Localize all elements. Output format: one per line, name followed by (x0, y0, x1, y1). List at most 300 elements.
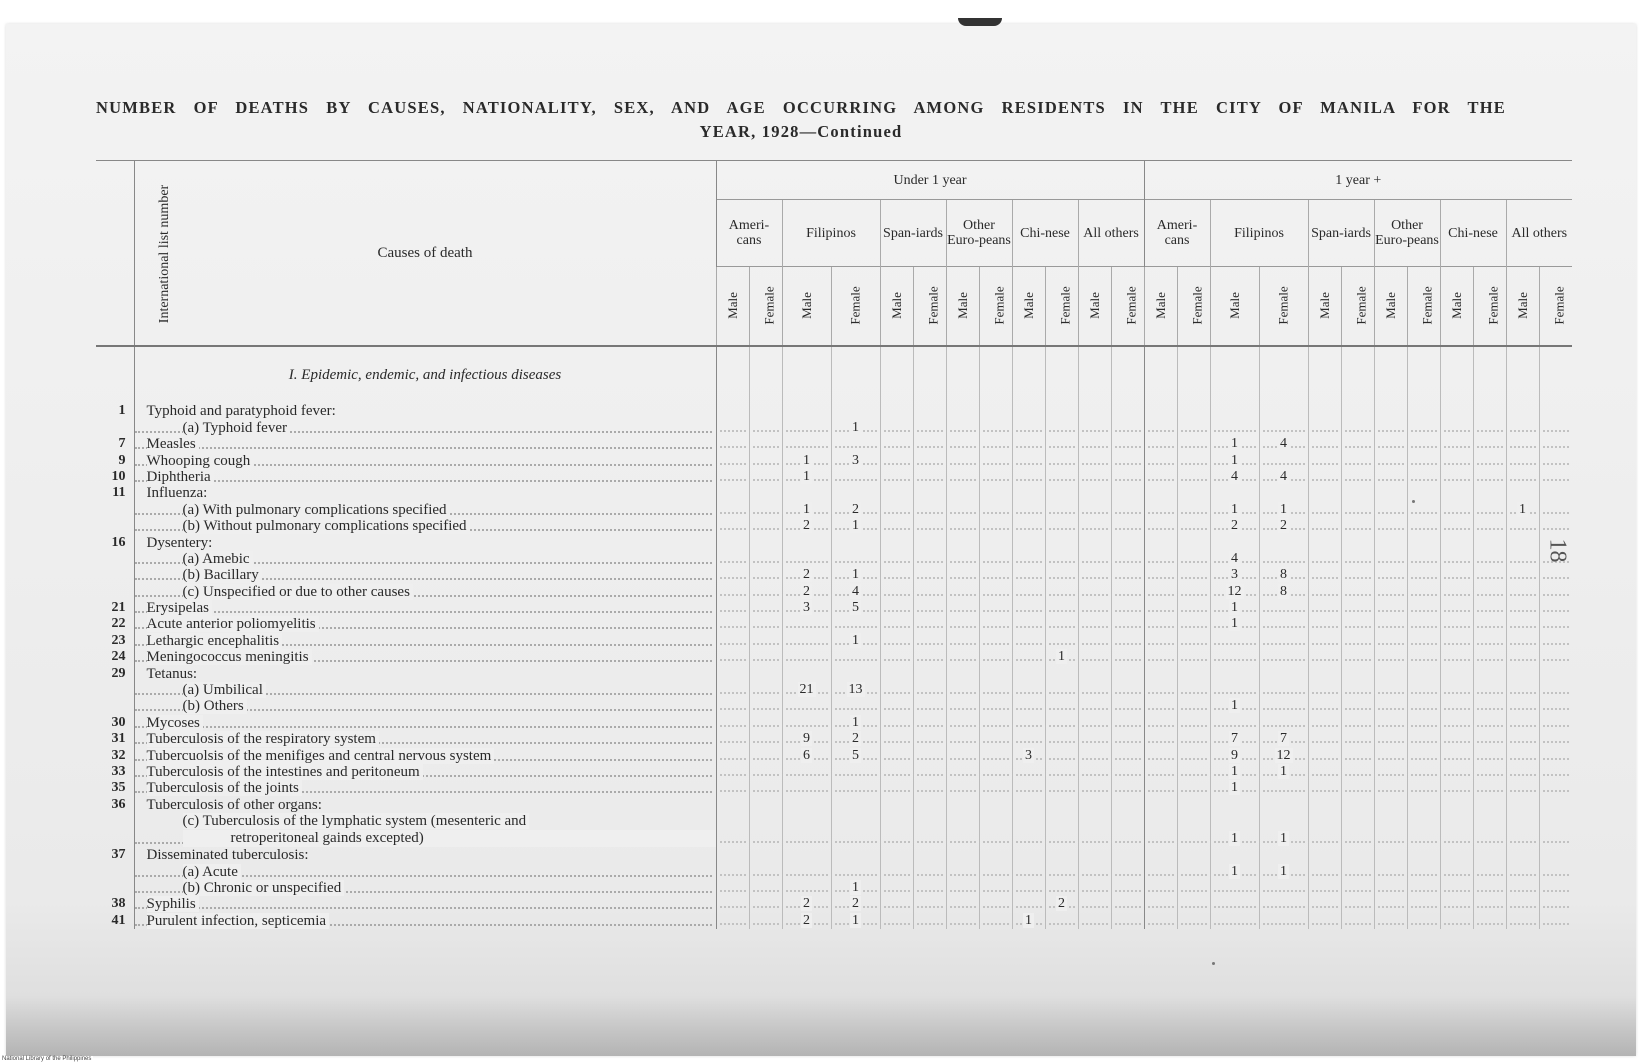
value-cell (782, 632, 831, 648)
list-number (96, 551, 134, 567)
value-cell (1259, 632, 1308, 648)
value-cell (880, 912, 913, 928)
value-cell (1308, 880, 1341, 896)
cause-text: Typhoid and paratyphoid fever: (146, 403, 336, 420)
value-cell (913, 567, 946, 583)
value-cell (749, 616, 782, 632)
sex-header-text: Male (1087, 292, 1102, 319)
value-cell (1259, 747, 1308, 763)
value-cell (979, 796, 1012, 812)
sex-header-text: Male (1449, 292, 1465, 319)
value-cell (880, 346, 913, 403)
value-cell (1407, 796, 1440, 812)
death-count: 3 (1025, 747, 1032, 763)
death-count: 1 (1231, 863, 1239, 879)
value-cell (1341, 682, 1374, 698)
deaths-table (96, 160, 1572, 929)
value-cell (1308, 436, 1341, 452)
sex-header-text: Male (1383, 292, 1399, 319)
value-cell (1308, 698, 1341, 714)
cause-text: (a) Typhoid fever (183, 420, 290, 436)
value-cell (1045, 452, 1078, 468)
death-count: 13 (848, 682, 863, 698)
value-cell (1341, 436, 1374, 452)
title-line-1: NUMBER OF DEATHS BY CAUSES, NATIONALITY, SEX, AND AGE OCCURRING AMONG RESIDENTS IN THE CITY OF MANILA FOR THE (96, 98, 1506, 117)
death-count: 5 (852, 600, 859, 616)
value-cell (1144, 813, 1177, 847)
value-cell (831, 534, 880, 550)
sex-header (1473, 267, 1506, 347)
value-cell (1012, 714, 1045, 730)
value-cell (1539, 714, 1572, 730)
age-group-under-1: Under 1 year (716, 161, 1144, 200)
value-cell (1374, 436, 1407, 452)
value-cell (913, 847, 946, 863)
value-cell (979, 731, 1012, 747)
value-cell (749, 632, 782, 648)
value-cell (1078, 452, 1111, 468)
value-cell (749, 600, 782, 616)
value-cell (913, 764, 946, 780)
value-cell (1308, 567, 1341, 583)
value-cell (1078, 682, 1111, 698)
table-row (96, 616, 1572, 632)
value-cell (1210, 796, 1259, 812)
value-cell (1259, 764, 1308, 780)
table-row (96, 600, 1572, 616)
value-cell (1210, 731, 1259, 747)
value-cell (1210, 346, 1259, 403)
value-cell (749, 583, 782, 599)
list-number: 32 (96, 747, 134, 763)
value-cell (946, 534, 979, 550)
table-row (96, 452, 1572, 468)
value-cell (946, 583, 979, 599)
list-number: 11 (96, 485, 134, 501)
value-cell (1308, 780, 1341, 796)
value-cell (1308, 518, 1341, 534)
value-cell (1012, 616, 1045, 632)
value-cell (946, 698, 979, 714)
value-cell (1177, 632, 1210, 648)
value-cell (782, 616, 831, 632)
list-number: 37 (96, 847, 134, 863)
value-cell (1407, 682, 1440, 698)
value-cell (1078, 764, 1111, 780)
table-row (96, 501, 1572, 517)
value-cell (782, 501, 831, 517)
value-cell (749, 847, 782, 863)
value-cell (1407, 485, 1440, 501)
value-cell (831, 780, 880, 796)
value-cell (1111, 764, 1144, 780)
cause-text: (a) With pulmonary complications specified (183, 502, 450, 518)
value-cell (1440, 469, 1473, 485)
value-cell (1440, 813, 1473, 847)
value-cell (880, 501, 913, 517)
value-cell (1407, 731, 1440, 747)
value-cell (979, 485, 1012, 501)
value-cell (1374, 912, 1407, 928)
value-cell (1407, 896, 1440, 912)
value-cell (1341, 863, 1374, 879)
value-cell (1144, 880, 1177, 896)
cause-text: Tubercuolsis of the menifiges and central nervous system (147, 748, 495, 764)
value-cell (716, 469, 749, 485)
value-cell (1045, 863, 1078, 879)
value-cell (1210, 714, 1259, 730)
value-cell (1111, 796, 1144, 812)
value-cell (1111, 567, 1144, 583)
cause-text: Dysentery: (146, 534, 213, 551)
list-number: 7 (96, 436, 134, 452)
value-cell (1440, 731, 1473, 747)
sex-header (946, 267, 979, 347)
value-cell (979, 813, 1012, 847)
value-cell (831, 896, 880, 912)
value-cell (1539, 567, 1572, 583)
value-cell (1012, 403, 1045, 419)
value-cell (1407, 780, 1440, 796)
value-cell (1473, 403, 1506, 419)
value-cell (1259, 616, 1308, 632)
value-cell (749, 698, 782, 714)
value-cell (1177, 880, 1210, 896)
value-cell (1111, 863, 1144, 879)
sex-header-text: Female (761, 286, 777, 325)
value-cell (1078, 518, 1111, 534)
value-cell (1407, 665, 1440, 681)
value-cell (880, 714, 913, 730)
value-cell (1440, 518, 1473, 534)
table-row (96, 764, 1572, 780)
value-cell (1308, 419, 1341, 435)
value-cell (1341, 469, 1374, 485)
value-cell (1012, 880, 1045, 896)
sex-header (782, 267, 831, 347)
value-cell (749, 567, 782, 583)
value-cell (979, 747, 1012, 763)
value-cell (1144, 863, 1177, 879)
value-cell (1045, 665, 1078, 681)
table-row (96, 847, 1572, 863)
value-cell (1078, 501, 1111, 517)
value-cell (749, 714, 782, 730)
sex-header (1144, 267, 1177, 347)
sex-header-text: Female (1123, 286, 1139, 325)
value-cell (913, 452, 946, 468)
value-cell (1473, 452, 1506, 468)
value-cell (1473, 518, 1506, 534)
cause-text-continued: retroperitoneal gainds excepted) (183, 830, 716, 847)
death-count: 2 (803, 567, 810, 583)
value-cell (1259, 649, 1308, 665)
value-cell (1259, 912, 1308, 928)
table-row (96, 403, 1572, 419)
cause-of-death (134, 780, 716, 796)
cause-text: Tetanus: (146, 665, 198, 682)
value-cell (749, 419, 782, 435)
value-cell (1210, 780, 1259, 796)
value-cell (946, 419, 979, 435)
value-cell (1259, 419, 1308, 435)
value-cell (1539, 583, 1572, 599)
value-cell (782, 698, 831, 714)
cause-text: Erysipelas (147, 600, 212, 616)
value-cell (1144, 534, 1177, 550)
death-count: 1 (1231, 780, 1239, 796)
table-row (96, 436, 1572, 452)
value-cell (1539, 346, 1572, 403)
table-title (96, 96, 1506, 144)
value-cell (1259, 813, 1308, 847)
list-number: 16 (96, 534, 134, 550)
value-cell (782, 714, 831, 730)
value-cell (1440, 863, 1473, 879)
death-count: 7 (1280, 731, 1288, 747)
nationality-header: Chi-nese (1012, 200, 1078, 267)
value-cell (831, 485, 880, 501)
cause-text: Tuberculosis of other organs: (146, 796, 322, 813)
table-row (96, 896, 1572, 912)
value-cell (1259, 403, 1308, 419)
cause-of-death (134, 436, 716, 452)
causes-header: Causes of death (134, 161, 716, 347)
value-cell (1045, 632, 1078, 648)
value-cell (1407, 452, 1440, 468)
value-cell (749, 501, 782, 517)
value-cell (1440, 403, 1473, 419)
value-cell (1440, 567, 1473, 583)
value-cell (1177, 551, 1210, 567)
value-cell (1374, 813, 1407, 847)
value-cell (913, 682, 946, 698)
list-number (96, 567, 134, 583)
value-cell (1308, 764, 1341, 780)
value-cell (1144, 731, 1177, 747)
value-cell (1341, 731, 1374, 747)
value-cell (1473, 714, 1506, 730)
nationality-header: Other Euro-peans (946, 200, 1012, 267)
value-cell (1144, 346, 1177, 403)
value-cell (913, 632, 946, 648)
nationality-header: Other Euro-peans (1374, 200, 1440, 267)
value-cell (1308, 452, 1341, 468)
cause-of-death (134, 714, 716, 730)
value-cell (1012, 534, 1045, 550)
list-number (96, 419, 134, 435)
death-count: 1 (1231, 452, 1239, 468)
value-cell (1111, 682, 1144, 698)
sex-header-text: Male (1153, 292, 1169, 319)
death-count: 1 (1231, 763, 1239, 779)
value-cell (1012, 847, 1045, 863)
cause-of-death (134, 912, 716, 928)
value-cell (1473, 583, 1506, 599)
table-row (96, 747, 1572, 763)
value-cell (1539, 731, 1572, 747)
value-cell (1506, 534, 1539, 550)
value-cell (1210, 501, 1259, 517)
value-cell (1506, 403, 1539, 419)
value-cell (1308, 731, 1341, 747)
sex-header-text: Male (799, 292, 814, 319)
value-cell (1473, 534, 1506, 550)
value-cell (1259, 452, 1308, 468)
value-cell (946, 518, 979, 534)
value-cell (1341, 600, 1374, 616)
death-count: 9 (1231, 747, 1239, 763)
value-cell (1045, 813, 1078, 847)
sex-header (1111, 267, 1144, 347)
value-cell (1440, 796, 1473, 812)
value-cell (880, 419, 913, 435)
sex-header (1341, 267, 1374, 347)
cause-text: Diphtheria (147, 469, 214, 485)
value-cell (782, 518, 831, 534)
value-cell (1473, 501, 1506, 517)
value-cell (1259, 796, 1308, 812)
value-cell (782, 436, 831, 452)
value-cell (831, 469, 880, 485)
value-cell (1506, 419, 1539, 435)
value-cell (880, 485, 913, 501)
value-cell (831, 714, 880, 730)
value-cell (1308, 583, 1341, 599)
value-cell (1210, 567, 1259, 583)
value-cell (1177, 714, 1210, 730)
list-number (96, 698, 134, 714)
value-cell (880, 600, 913, 616)
value-cell (1506, 567, 1539, 583)
value-cell (1506, 896, 1539, 912)
value-cell (913, 485, 946, 501)
value-cell (1506, 616, 1539, 632)
list-number: 30 (96, 714, 134, 730)
cause-of-death (134, 813, 716, 847)
value-cell (946, 847, 979, 863)
value-cell (1506, 764, 1539, 780)
cause-text: (c) Tuberculosis of the lymphatic system (mesenteric and (183, 813, 530, 829)
value-cell (1374, 632, 1407, 648)
death-count: 2 (1280, 518, 1288, 534)
value-cell (716, 896, 749, 912)
value-cell (1341, 813, 1374, 847)
sex-header (913, 267, 946, 347)
value-cell (831, 813, 880, 847)
value-cell (1440, 534, 1473, 550)
value-cell (1078, 616, 1111, 632)
value-cell (1473, 665, 1506, 681)
value-cell (1341, 912, 1374, 928)
value-cell (1259, 682, 1308, 698)
value-cell (913, 534, 946, 550)
death-count: 1 (852, 912, 859, 928)
sex-header-text: Male (1515, 292, 1531, 319)
value-cell (1259, 863, 1308, 879)
value-cell (749, 896, 782, 912)
value-cell (913, 896, 946, 912)
value-cell (913, 551, 946, 567)
value-cell (913, 780, 946, 796)
value-cell (880, 665, 913, 681)
value-cell (1177, 698, 1210, 714)
value-cell (1210, 485, 1259, 501)
value-cell (1259, 731, 1308, 747)
value-cell (1341, 880, 1374, 896)
value-cell (880, 847, 913, 863)
value-cell (946, 714, 979, 730)
value-cell (1506, 346, 1539, 403)
value-cell (1177, 847, 1210, 863)
section-row (96, 346, 1572, 403)
table-row (96, 863, 1572, 879)
value-cell (1308, 485, 1341, 501)
value-cell (1078, 747, 1111, 763)
value-cell (831, 436, 880, 452)
value-cell (880, 880, 913, 896)
value-cell (1210, 583, 1259, 599)
value-cell (716, 747, 749, 763)
value-cell (1111, 419, 1144, 435)
value-cell (1111, 896, 1144, 912)
value-cell (1210, 747, 1259, 763)
value-cell (1177, 747, 1210, 763)
value-cell (782, 583, 831, 599)
list-number (96, 863, 134, 879)
value-cell (1341, 485, 1374, 501)
value-cell (1506, 731, 1539, 747)
value-cell (1473, 469, 1506, 485)
value-cell (1177, 436, 1210, 452)
value-cell (979, 912, 1012, 928)
value-cell (1078, 731, 1111, 747)
cause-of-death (134, 863, 716, 879)
value-cell (1341, 649, 1374, 665)
list-number: 41 (96, 912, 134, 928)
death-count: 2 (803, 912, 810, 928)
value-cell (1539, 682, 1572, 698)
value-cell (1144, 403, 1177, 419)
value-cell (913, 518, 946, 534)
value-cell (1539, 665, 1572, 681)
value-cell (1259, 501, 1308, 517)
value-cell (1045, 567, 1078, 583)
value-cell (913, 665, 946, 681)
value-cell (831, 880, 880, 896)
value-cell (1012, 682, 1045, 698)
value-cell (1259, 346, 1308, 403)
value-cell (1407, 567, 1440, 583)
value-cell (979, 616, 1012, 632)
value-cell (1539, 436, 1572, 452)
value-cell (1259, 583, 1308, 599)
value-cell (1045, 764, 1078, 780)
value-cell (1259, 485, 1308, 501)
value-cell (782, 813, 831, 847)
value-cell (749, 346, 782, 403)
value-cell (1473, 346, 1506, 403)
death-count: 1 (1231, 501, 1239, 517)
value-cell (1078, 665, 1111, 681)
value-cell (1440, 346, 1473, 403)
list-number: 35 (96, 780, 134, 796)
death-count: 4 (1280, 468, 1288, 484)
value-cell (1374, 847, 1407, 863)
value-cell (880, 764, 913, 780)
value-cell (1078, 813, 1111, 847)
death-count: 1 (1058, 649, 1065, 665)
